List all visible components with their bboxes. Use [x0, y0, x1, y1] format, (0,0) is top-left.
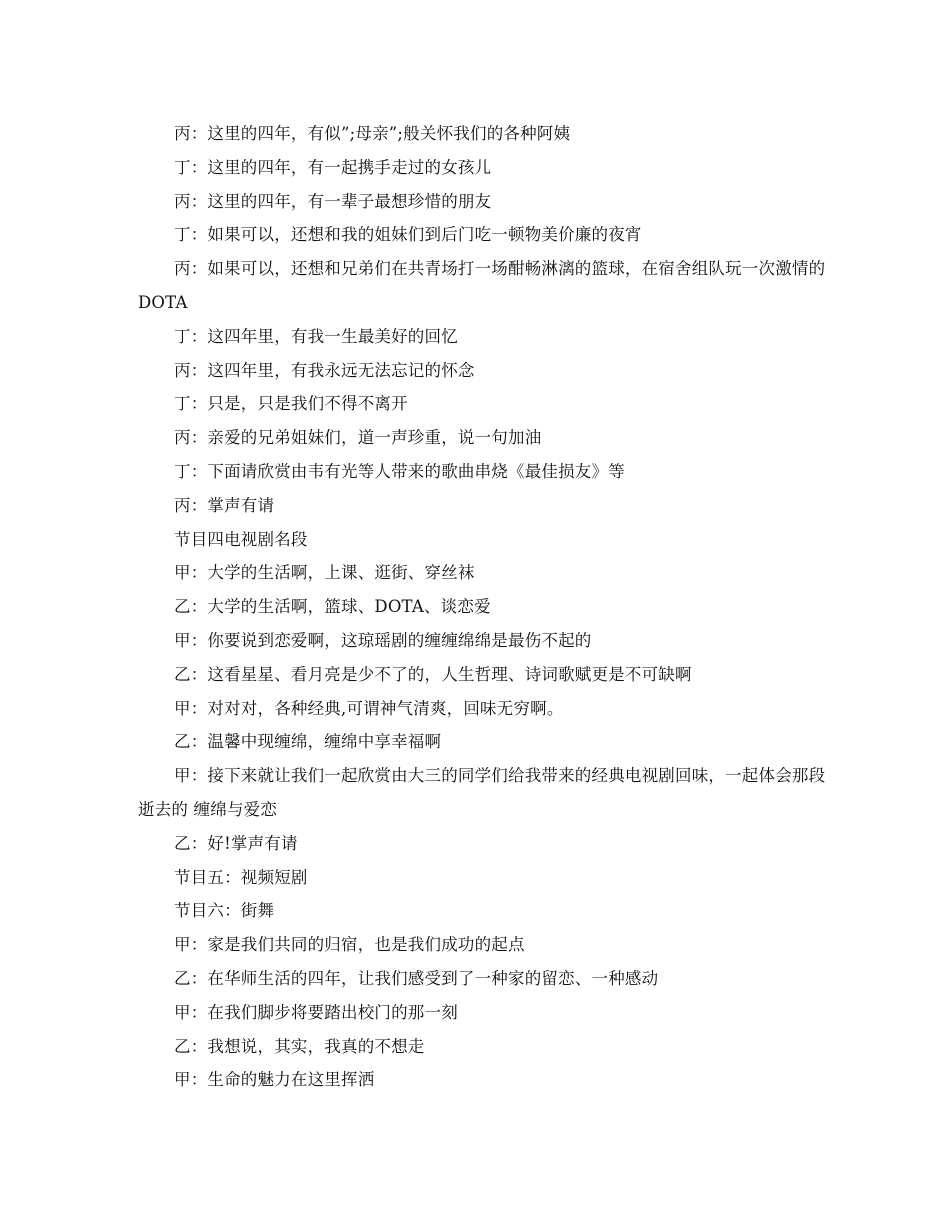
paragraph-4: 丁：如果可以，还想和我的姐妹们到后门吃一顿物美价廉的夜宵	[174, 225, 642, 245]
paragraph-24: 乙：在华师生活的四年，让我们感受到了一种家的留恋、一种感动	[174, 968, 659, 988]
section-heading-program-6: 节目六：街舞	[174, 901, 275, 921]
paragraph-27: 甲：生命的魅力在这里挥洒	[174, 1070, 375, 1090]
paragraph-19: 甲：接下来就让我们一起欣赏由大三的同学们给我带来的经典电视剧回味，一起体会那段逝去的 缠绵与爱恋	[138, 766, 826, 819]
paragraph-9: 丙：亲爱的兄弟姐妹们，道一声珍重，说一句加油	[174, 428, 542, 448]
paragraph-11: 丙：掌声有请	[174, 495, 275, 515]
paragraph-23: 甲：家是我们共同的归宿，也是我们成功的起点	[174, 935, 525, 955]
paragraph-2: 丁：这里的四年，有一起携手走过的女孩儿	[174, 157, 492, 177]
paragraph-6: 丁：这四年里，有我一生最美好的回忆	[174, 326, 458, 346]
document-body	[138, 117, 828, 1097]
paragraph-14: 乙：大学的生活啊，篮球、DOTA、谈恋爱	[174, 597, 491, 617]
paragraph-7: 丙：这四年里，有我永远无法忘记的怀念	[174, 360, 475, 380]
paragraph-3: 丙：这里的四年，有一辈子最想珍惜的朋友	[174, 191, 492, 211]
paragraph-17: 甲：对对对，各种经典,可谓神气清爽，回味无穷啊。	[174, 698, 564, 718]
paragraph-5: 丙：如果可以，还想和兄弟们在共青场打一场酣畅淋漓的篮球，在宿舍组队玩一次激情的 DOTA	[138, 259, 826, 312]
paragraph-25: 甲：在我们脚步将要踏出校门的那一刻	[174, 1002, 458, 1022]
paragraph-26: 乙：我想说，其实，我真的不想走	[174, 1036, 425, 1056]
section-heading-program-5: 节目五：视频短剧	[174, 867, 308, 887]
section-heading-program-4: 节目四电视剧名段	[174, 529, 308, 549]
paragraph-15: 甲：你要说到恋爱啊，这琼瑶剧的缠缠绵绵是最伤不起的	[174, 630, 592, 650]
paragraph-1: 丙：这里的四年，有似”;母亲”;般关怀我们的各种阿姨	[174, 124, 571, 143]
paragraph-10: 丁：下面请欣赏由韦有光等人带来的歌曲串烧《最佳损友》等	[174, 461, 625, 481]
paragraph-20: 乙：好!掌声有请	[174, 833, 298, 853]
paragraph-18: 乙：温馨中现缠绵，缠绵中享幸福啊	[174, 732, 442, 752]
paragraph-8: 丁：只是，只是我们不得不离开	[174, 394, 408, 414]
paragraph-16: 乙：这看星星、看月亮是少不了的，人生哲理、诗词歌赋更是不可缺啊	[174, 664, 692, 684]
paragraph-13: 甲：大学的生活啊，上课、逛街、穿丝袜	[174, 563, 475, 583]
